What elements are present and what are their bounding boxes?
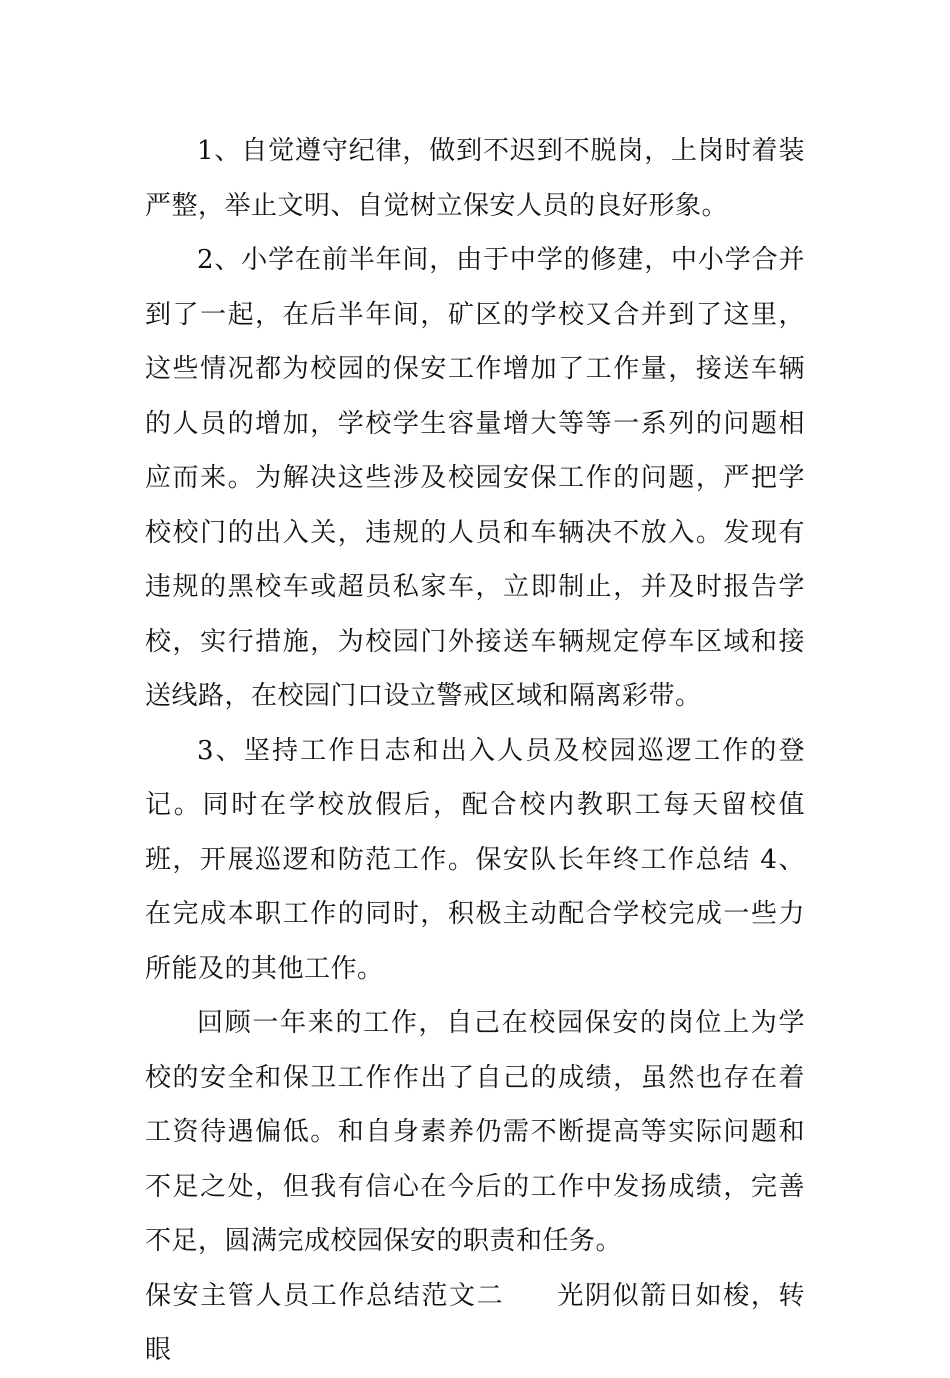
section-continuation: 光阴似箭日如梭，转眼 [145,1280,805,1365]
section-heading: 保安主管人员工作总结范文二 [145,1280,505,1311]
paragraph-review: 回顾一年来的工作，自己在校园保安的岗位上为学校的安全和保卫工作作出了自己的成绩，虽然也存在着工资待遇偏低。和自身素养仍需不断提高等实际问题和不足之处，但我有信心在今后的工作中发扬成绩，完善不足，圆满完成校园保安的职责和任务。 [145,1008,805,1256]
section-heading-line [145,1269,805,1378]
paragraph-patrol-log: 3、坚持工作日志和出入人员及校园巡逻工作的登记。同时在学校放假后，配合校内教职工每天留校值班，开展巡逻和防范工作。保安队长年终工作总结 4、在完成本职工作的同时，积极主动配合学校完成一些力所能及的其他工作。 [145,735,805,984]
paragraph-school-merger: 2、小学在前半年间，由于中学的修建，中小学合并到了一起，在后半年间，矿区的学校又合并到了这里，这些情况都为校园的保安工作增加了工作量，接送车辆的人员的增加，学校学生容量增大等等一系列的问题相应而来。为解决这些涉及校园安保工作的问题，严把学校校门的出入关，违规的人员和车辆决不放入。发现有违规的黑校车或超员私家车，立即制止，并及时报告学校，实行措施，为校园门外接送车辆规定停车区域和接送线路，在校园门口设立警戒区域和隔离彩带。 [145,245,805,711]
document-body [145,124,805,1378]
paragraph-discipline: 1、自觉遵守纪律，做到不迟到不脱岗，上岗时着装严整，举止文明、自觉树立保安人员的良好形象。 [145,136,805,221]
